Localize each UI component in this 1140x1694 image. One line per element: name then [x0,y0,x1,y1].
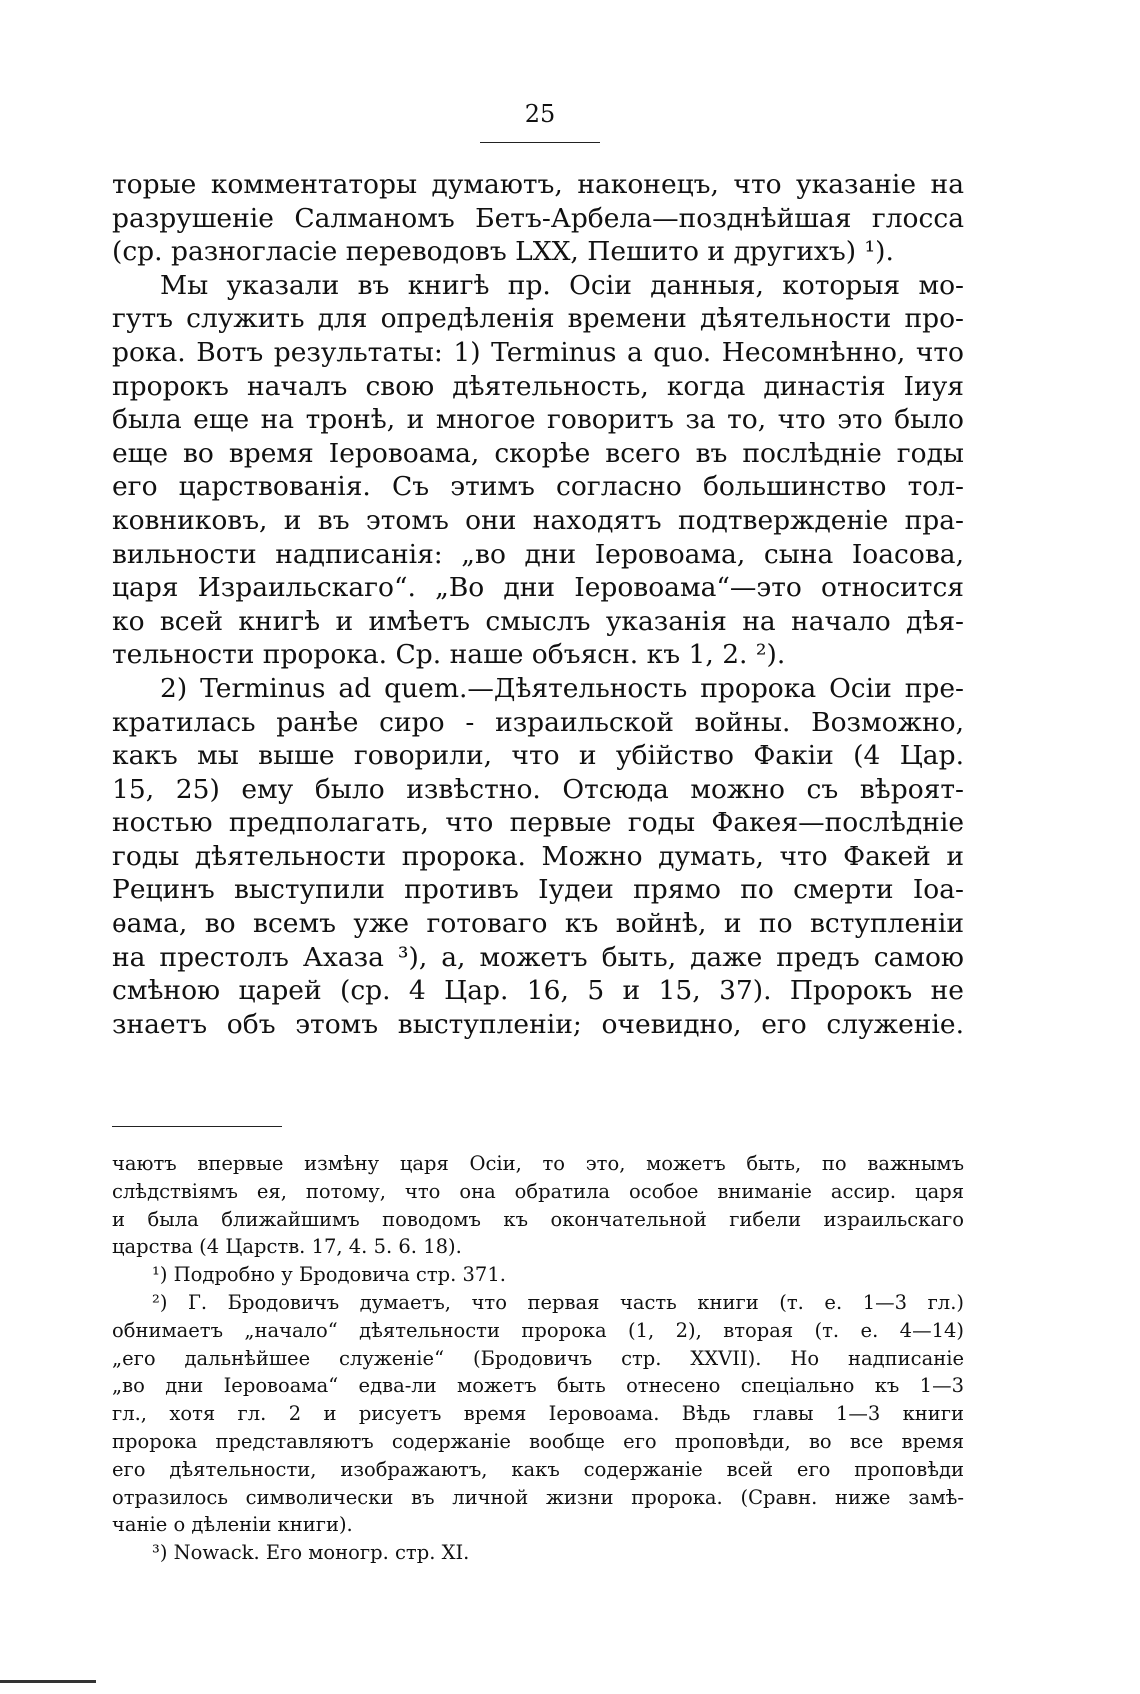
footnote-line: чаютъ впервые измѣну царя Осіи, то это, можетъ быть, по важнымъ [112,1152,964,1175]
main-line: царя Израильскаго“. „Во дни Іеровоама“—это относится [112,572,964,604]
footnote-line: его дѣятельности, изображаютъ, какъ содержаніе всей его проповѣди [112,1457,964,1481]
main-line: на престолъ Ахаза ³), а, можетъ быть, даже предъ самою [112,941,964,973]
main-line: тельности пророка. Ср. наше объясн. къ 1, 2. ²). [112,639,786,671]
main-line: знаетъ объ этомъ выступленіи; очевидно, его служеніе. [112,1008,964,1040]
footnote-line: „его дальнѣйшее служеніе“ (Бродовичъ стр. XXVII). Но надписаніе [112,1346,964,1370]
main-line: ко всей книгѣ и имѣетъ смыслъ указанія на начало дѣя- [112,605,964,637]
main-line: рока. Вотъ результаты: 1) Terminus a quo. Несомнѣнно, что [112,336,964,368]
page-number-rule [480,142,600,143]
main-line: смѣною царей (ср. 4 Цар. 16, 5 и 15, 37). Пророкъ не [112,975,964,1007]
main-line: ностью предполагать, что первые годы Факея—послѣдніе [112,807,964,839]
main-line: была еще на тронѣ, и многое говоритъ за то, что это было [112,404,964,436]
main-line: Мы указали въ книгѣ пр. Осіи данныя, которыя мо- [160,269,964,301]
main-line: вильности надписанія: „во дни Іеровоама, сына Іоасова, [112,538,964,570]
main-line: еще во время Іеровоама, скорѣе всего въ послѣдніе годы [112,437,964,469]
footnote-separator [112,1126,282,1127]
footnote-line: царства (4 Царств. 17, 4. 5. 6. 18). [112,1235,462,1259]
main-line: гутъ служить для опредѣленія времени дѣятельности про- [112,303,964,335]
footnote-line: ¹) Подробно у Бродовича стр. 371. [152,1263,506,1287]
footnote-line: пророка представляютъ содержаніе вообще его проповѣди, во все время [112,1429,964,1453]
scan-edge-mark [0,1680,96,1683]
page-number: 25 [524,100,556,128]
footnote-line: ²) Г. Бродовичъ думаетъ, что первая часть книги (т. е. 1—3 гл.) [152,1290,964,1314]
footnote-line: и была ближайшимъ поводомъ къ окончательной гибели израильскаго [112,1207,964,1231]
footnote-line: гл., хотя гл. 2 и рисуетъ время Іеровоама. Вѣдь главы 1—3 книги [112,1402,964,1426]
main-line: Рецинъ выступили противъ Іудеи прямо по смерти Іоа- [112,874,964,906]
main-line: его царствованія. Съ этимъ согласно большинство тол- [112,471,964,503]
main-line: ѳама, во всемъ уже готоваго къ войнѣ, и по вступленіи [112,908,964,940]
main-line: торые комментаторы думаютъ, наконецъ, что указаніе на [112,169,964,200]
main-line: (ср. разногласіе переводовъ LXX, Пешито и другихъ) ¹). [112,236,894,268]
footnote-line: „во дни Іеровоама“ едва-ли можетъ быть отнесено спеціально къ 1—3 [112,1374,964,1398]
main-line: кратилась ранѣе сиро - израильской войны. Возможно, [112,706,964,738]
main-line: 15, 25) ему было извѣстно. Отсюда можно съ вѣроят- [112,773,964,805]
main-text [112,168,964,1041]
footnote-line: обнимаетъ „начало“ дѣятельности пророка (1, 2), вторая (т. е. 4—14) [112,1318,964,1342]
main-line: пророкъ началъ свою дѣятельность, когда династія Іиуя [112,370,964,402]
main-line: ковниковъ, и въ этомъ они находятъ подтвержденіе пра- [112,504,964,536]
main-line: 2) Terminus ad quem.—Дѣятельность пророка Осіи пре- [160,672,964,704]
footnote-line: отразилось символически въ личной жизни пророка. (Сравн. ниже замѣ- [112,1485,964,1509]
footnote-line: ³) Nowack. Его моногр. стр. XI. [152,1541,470,1565]
main-line: какъ мы выше говорили, что и убійство Факіи (4 Цар. [112,740,964,772]
footnotes [112,1150,964,1567]
main-line: годы дѣятельности пророка. Можно думать, что Факей и [112,840,964,872]
main-line: разрушеніе Салманомъ Бетъ-Арбела—позднѣйшая глосса [112,202,964,234]
footnote-line: слѣдствіямъ ея, потому, что она обратила особое вниманіе ассир. царя [112,1179,964,1203]
footnote-line: чаніе о дѣленіи книги). [112,1513,353,1537]
